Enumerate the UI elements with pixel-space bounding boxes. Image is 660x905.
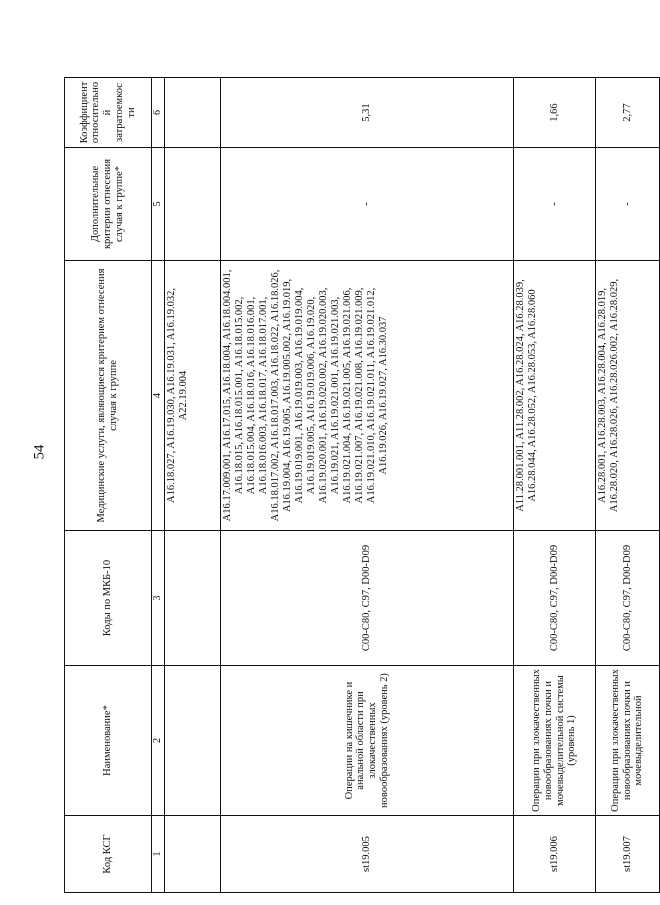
- row-coefficient: 1,66: [514, 78, 596, 148]
- row-coefficient: [165, 78, 221, 148]
- table-row: [165, 78, 221, 893]
- row-services: A16.28.001, A16.28.003, A16.28.004, A16.28.019, A16.28.020, A16.28.026, A16.28.026.002, A16.28.029,: [596, 261, 660, 531]
- rotated-table-wrapper: [64, 78, 645, 893]
- table-row: [221, 78, 514, 893]
- column-number: 5: [152, 148, 165, 261]
- row-extra: -: [221, 148, 514, 261]
- header-row: [65, 78, 152, 893]
- row-code: st19.006: [514, 816, 596, 893]
- row-code: [165, 816, 221, 893]
- header-coefficient: Коэффициент относительной затратоемкости: [65, 78, 152, 148]
- ksg-table: [64, 77, 660, 893]
- header-icd: Коды по МКБ-10: [65, 531, 152, 666]
- header-extra-criteria: Дополнительные критерии отнесения случая к группе*: [65, 148, 152, 261]
- row-icd: C00-C80, C97, D00-D09: [514, 531, 596, 666]
- row-coefficient: 2,77: [596, 78, 660, 148]
- table-row: [596, 78, 660, 893]
- row-extra: -: [596, 148, 660, 261]
- row-services: A11.28.001.001, A11.28.002, A16.28.024, A16.28.039, A16.28.044, A16.28.052, A16.28.053, A16.28.060: [514, 261, 596, 531]
- column-number: 3: [152, 531, 165, 666]
- header-code: Код КСГ: [65, 816, 152, 893]
- row-name: Операции при злокачественных новообразованиях почки и мочевыделительной системы (уровень 1): [514, 666, 596, 816]
- column-number-row: [152, 78, 165, 893]
- row-code: st19.007: [596, 816, 660, 893]
- header-services: Медицинские услуги, являющиеся критерием отнесения случая к группе: [65, 261, 152, 531]
- row-icd: C00-C80, C97, D00-D09: [596, 531, 660, 666]
- row-name: [165, 666, 221, 816]
- column-number: 1: [152, 816, 165, 893]
- header-name: Наименование*: [65, 666, 152, 816]
- row-coefficient: 5,31: [221, 78, 514, 148]
- row-name: Операции на кишечнике и анальной области при злокачественных новообразованиях (уровень 2): [221, 666, 514, 816]
- column-number: 2: [152, 666, 165, 816]
- row-icd: C00-C80, C97, D00-D09: [221, 531, 514, 666]
- row-icd: [165, 531, 221, 666]
- page-number: 54: [31, 444, 48, 460]
- row-extra: -: [514, 148, 596, 261]
- row-services: A16.18.027, A16.19.030, A16.19.031, A16.19.032, A22.19.004: [165, 261, 221, 531]
- row-name: Операции при злокачественных новообразованиях почки и мочевыделительной: [596, 666, 660, 816]
- row-code: st19.005: [221, 816, 514, 893]
- column-number: 4: [152, 261, 165, 531]
- row-extra: [165, 148, 221, 261]
- column-number: 6: [152, 78, 165, 148]
- table-row: [514, 78, 596, 893]
- row-services: A16.17.009.001, A16.17.015, A16.18.004, A16.18.004.001, A16.18.015, A16.18.015.001, A16.18.015.002, A16.18.015.004, A16.18.016, A16.18.016.001, A16.18.016.003, A16.18.017, A16.18.017.001, A16.18.017.002, A16.18.017.003, A16.18.022, A16.18.026, A16.19.004, A16.19.005, A16.19.005.002, A16.19.019, A16.19.019.001, A16.19.019.003, A16.19.019.004, A16.19.019.005, A16.19.019.006, A16.19.020, A16.19.020.001, A16.19.020.002, A16.19.020.003, A16.19.021, A16.19.021.001, A16.19.021.003, A16.19.021.004, A16.19.021.005, A16.19.021.006, A16.19.021.007, A16.19.021.008, A16.19.021.009, A16.19.021.010, A16.19.021.011, A16.19.021.012, A16.19.026, A16.19.027, A16.30.037: [221, 261, 514, 531]
